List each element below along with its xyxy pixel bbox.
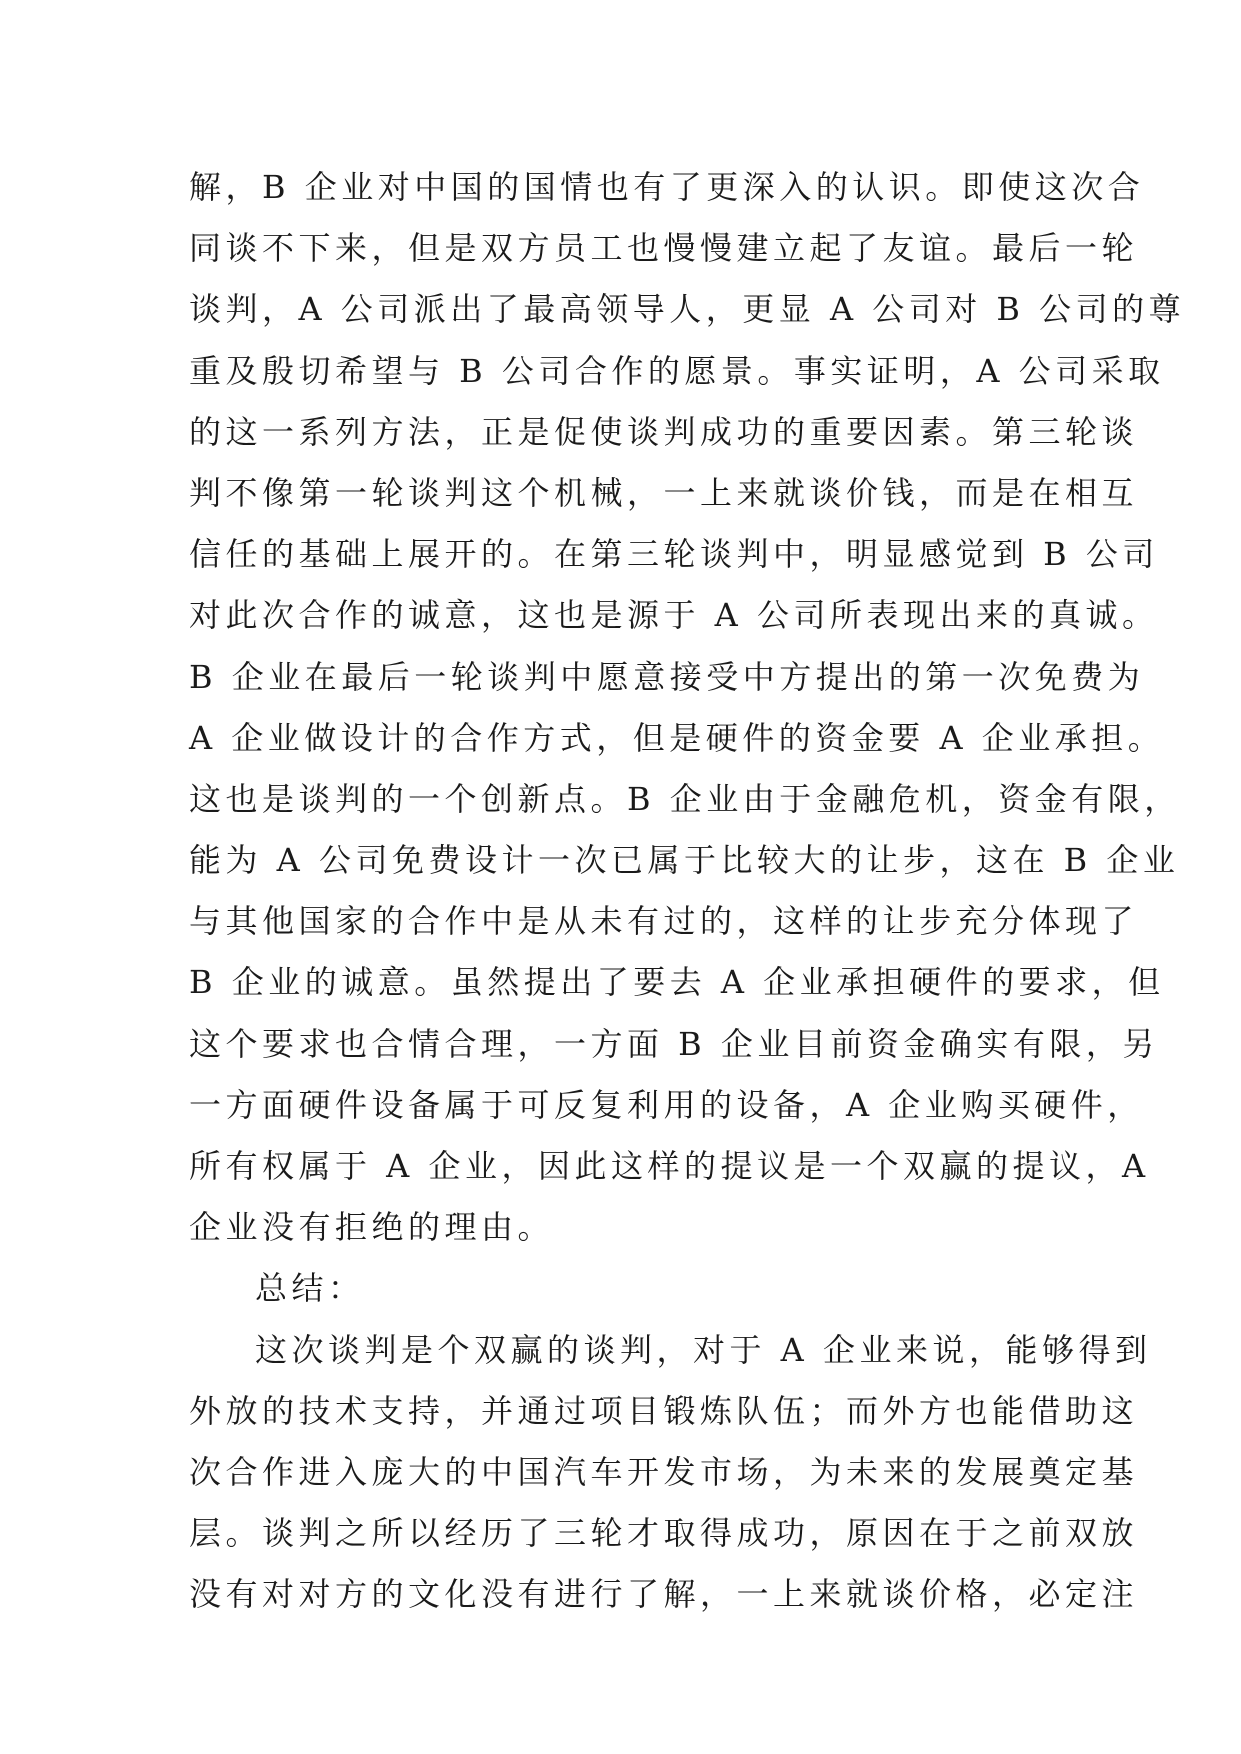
text-line: 企业没有拒绝的理由。	[189, 1208, 555, 1247]
text-line: 的这一系列方法，正是促使谈判成功的重要因素。第三轮谈	[189, 412, 1139, 451]
text-line: 这个要求也合情合理，一方面 B 企业目前资金确实有限，另	[189, 1024, 1159, 1063]
text-line: 同谈不下来，但是双方员工也慢慢建立起了友谊。最后一轮	[189, 229, 1139, 268]
text-line: 这也是谈判的一个创新点。B 企业由于金融危机，资金有限，	[189, 779, 1181, 818]
body-paragraph	[189, 157, 1186, 1258]
text-line: 一方面硬件设备属于可反复利用的设备，A 企业购买硬件，	[189, 1085, 1144, 1124]
text-line: 对此次合作的诚意，这也是源于 A 公司所表现出来的真诚。	[189, 596, 1159, 635]
summary-paragraph	[189, 1320, 1152, 1626]
text-line: 重及殷切希望与 B 公司合作的愿景。事实证明，A 公司采取	[189, 351, 1165, 390]
text-line: 外放的技术支持，并通过项目锻炼队伍；而外方也能借助这	[189, 1391, 1139, 1430]
text-line: 能为 A 公司免费设计一次已属于比较大的让步，这在 B 企业	[189, 841, 1180, 880]
text-line: 判不像第一轮谈判这个机械，一上来就谈价钱，而是在相互	[189, 473, 1139, 512]
text-line: B 企业在最后一轮谈判中愿意接受中方提出的第一次免费为	[189, 657, 1145, 696]
text-line: 解，B 企业对中国的国情也有了更深入的认识。即使这次合	[189, 168, 1145, 206]
text-line: 没有对对方的文化没有进行了解，一上来就谈价格，必定注	[189, 1575, 1139, 1614]
text-line: B 企业的诚意。虽然提出了要去 A 企业承担硬件的要求，但	[189, 963, 1165, 1002]
text-line: A 企业做设计的合作方式，但是硬件的资金要 A 企业承担。	[189, 718, 1165, 757]
text-line: 这次谈判是个双赢的谈判，对于 A 企业来说，能够得到	[255, 1330, 1152, 1369]
text-line: 与其他国家的合作中是从未有过的，这样的让步充分体现了	[189, 902, 1139, 941]
text-line: 层。谈判之所以经历了三轮才取得成功，原因在于之前双放	[189, 1514, 1139, 1553]
document-page	[189, 157, 1186, 1626]
text-line: 谈判，A 公司派出了最高领导人，更显 A 公司对 B 公司的尊	[189, 290, 1186, 329]
text-line: 次合作进入庞大的中国汽车开发市场，为未来的发展奠定基	[189, 1452, 1139, 1491]
text-line: 所有权属于 A 企业，因此这样的提议是一个双赢的提议，A	[189, 1147, 1150, 1185]
text-line: 信任的基础上展开的。在第三轮谈判中，明显感觉到 B 公司	[189, 535, 1159, 574]
summary-heading: 总结：	[255, 1269, 365, 1308]
